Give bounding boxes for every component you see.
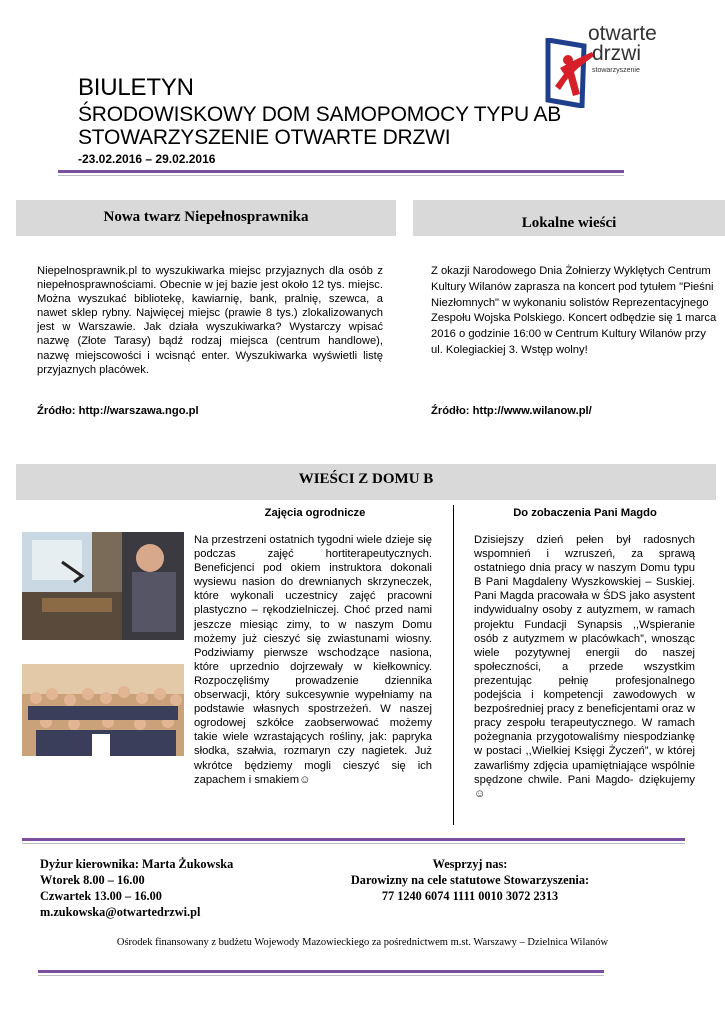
support-line: Darowizny na cele statutowe Stowarzyszenia: — [350, 873, 590, 887]
support-title: Wesprzyj nas: — [432, 857, 508, 871]
news-heading: WIEŚCI Z DOMU B — [16, 464, 716, 500]
header-divider — [58, 170, 624, 173]
header-line-3: STOWARZYSZENIE OTWARTE DRZWI — [78, 126, 451, 149]
group-photo — [22, 664, 184, 756]
header-dates: -23.02.2016 – 29.02.2016 — [78, 152, 216, 166]
footer-divider-thin — [22, 843, 685, 844]
funding-note: Ośrodek finansowany z budżetu Wojewody Mazowieckiego za pośrednictwem m.st. Warszawy – Dzielnica Wilanów — [116, 937, 609, 948]
column-divider — [453, 505, 454, 825]
farewell-title: Do zobaczenia Pani Magdo — [513, 507, 657, 519]
duty-manager: Dyżur kierownika: Marta Żukowska — [40, 857, 234, 871]
bottom-divider — [38, 970, 604, 973]
duty-info — [40, 856, 233, 920]
support-info — [330, 856, 610, 904]
garden-title: Zajęcia ogrodnicze — [264, 507, 366, 519]
left-box-text: Niepelnosprawnik.pl to wyszukiwarka miejsc przyjaznych dla osób z niepełnosprawnościami. Obecnie w jej bazie jest około 12 tys. miejsc. Można wyszukać bibliotekę, kawiarnię, bank, pralnię, szewca, a nawet sklep rybny. Najwięcej miejsc (prawie 8 tys.) zlokalizowanych jest w Warszawie. Jak działa wyszukiwarka? Wystarczy wpisać nazwę (Złote Tarasy) bądź rodzaj miejsca (centrum handlowe), nazwę miejscowości i wcisnąć enter. Wyszukiwarka wyświetli listę przyjaznych placówek. — [37, 265, 383, 376]
logo-text-line2: drzwi — [592, 42, 642, 65]
right-box-heading: Lokalne wieści — [413, 200, 725, 236]
footer-divider — [22, 838, 685, 841]
right-box-source: Źródło: http://www.wilanow.pl/ — [431, 405, 592, 417]
duty-email[interactable]: m.zukowska@otwartedrzwi.pl — [40, 905, 201, 919]
garden-photo — [22, 532, 184, 640]
right-box-text: Z okazji Narodowego Dnia Żołnierzy Wyklętych Centrum Kultury Wilanów zaprasza na koncert pod tytułem "Pieśni Niezłomnych" w wykonaniu solistów Reprezentacyjnego Zespołu Wojska Polskiego. Koncert odbędzie się 1 marca 2016 o godzinie 16:00 w Centrum Kultury Wilanów przy ul. Kolegiackiej 3. Wstęp wolny! — [431, 265, 717, 356]
bank-account: 77 1240 6074 1111 0010 3072 2313 — [381, 889, 559, 903]
duty-tuesday: Wtorek 8.00 – 16.00 — [40, 873, 145, 887]
logo — [540, 22, 657, 110]
left-box-heading: Nowa twarz Niepełnosprawnika — [16, 200, 396, 236]
bulletin-title: BIULETYN — [78, 74, 194, 101]
duty-thursday: Czwartek 13.00 – 16.00 — [40, 889, 162, 903]
header-divider-thin — [58, 175, 624, 176]
bottom-divider-thin — [38, 975, 604, 976]
logo-text-line3: stowarzyszenie — [592, 67, 640, 74]
logo-figure-icon — [540, 38, 600, 108]
header-line-2: ŚRODOWISKOWY DOM SAMOPOMOCY TYPU AB — [78, 103, 562, 126]
left-box-source: Źródło: http://warszawa.ngo.pl — [37, 405, 199, 417]
garden-text: Na przestrzeni ostatnich tygodni wiele dzieje się podczas zajęć hortiterapeutycznych. Beneficjenci pod okiem instruktora dokonali wysiewu nasion do drewnianych skrzyneczek, które wykonali uczestnicy zajęć pracowni plastyczno – rękodzielniczej. Choć przed nami jeszcze miesiąc zimy, to w naszym Domu możemy już cieszyć się zwiastunami wiosny. Podziwiamy pierwsze wschodzące nasiona, które uprzednio dojrzewały w kiełkownicy. Rozpoczęliśmy prowadzenie dziennika obserwacji, który sukcesywnie wypełniamy na podstawie własnych spostrzeżeń. W naszej ogrodowej szkółce zaobserwować możemy takie wiele wzrastających rośliny, jak: papryka słodka, szałwia, rozmaryn czy nagietek. Już wkrótce będziemy mogli cieszyć się ich zapachem i smakiem☺ — [194, 534, 432, 786]
logo-text-line1: otwarte — [588, 22, 657, 45]
farewell-text: Dzisiejszy dzień pełen był radosnych wspomnień i wzruszeń, za sprawą ostatniego dnia pracy w naszym Domu typu B Pani Magdaleny Wyszkowskiej – Suskiej. Pani Magda pracowała w ŚDS jako asystent indywidualny osoby z autyzmem, w ramach projektu Fundacji Synapsis ,,Wspieranie osób z autyzmem w placówkach”, wnosząc wiele pozytywnej energii do naszej społeczności, a przede wszystkim prezentując pełnię profesjonalnego podejścia i kompetencji zawodowych w bezpośredniej pracy z beneficjentami oraz w pracy zespołu terapeutycznego. W ramach pożegnania przygotowaliśmy niespodziankę w postaci ,,Wielkiej Księgi Życzeń”, w której zawarliśmy zdjęcia upamiętniające wspólnie spędzone chwile. Pani Magdo- dziękujemy ☺ — [474, 534, 695, 800]
